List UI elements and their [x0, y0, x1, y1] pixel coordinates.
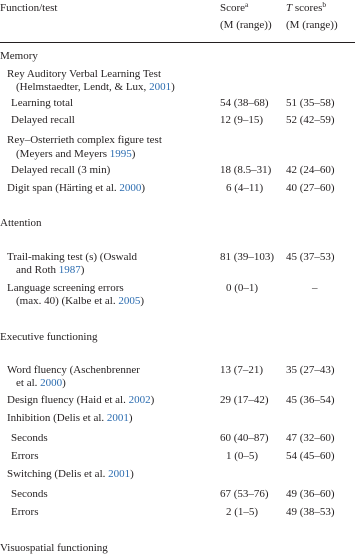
inhibition-close: ) — [128, 412, 133, 424]
header-score-sub — [220, 19, 272, 32]
word-fluency-score: 13 (7–21) — [220, 364, 264, 376]
design-fluency-score: 29 (17–42) — [220, 394, 269, 406]
word-fluency-line1: Word fluency (Aschenbrenner — [7, 364, 140, 376]
digit-span-citation-link[interactable]: 2000 — [119, 182, 142, 194]
ravlt-citation-text: (Helmstaedter, Lendt, & Lux, — [16, 81, 150, 93]
inh-errors-t: 54 (45–60) — [286, 450, 335, 462]
ravlt-citation — [16, 81, 175, 94]
lang-label-line2 — [16, 295, 144, 308]
switching-citation-link[interactable]: 2001 — [108, 468, 131, 480]
header-tscores — [286, 2, 326, 15]
word-fluency-citation-close: ) — [62, 377, 66, 389]
tmt-citation-link[interactable]: 1987 — [58, 264, 81, 276]
sw-seconds-score: 67 (53–76) — [220, 488, 269, 500]
ravlt-citation-link[interactable]: 2001 — [149, 81, 172, 93]
header-tscores-footnote: b — [322, 0, 327, 9]
lang-label-line1: Language screening errors — [7, 282, 124, 294]
header-score-sub-text: (M (range)) — [220, 19, 272, 31]
section-memory: Memory — [0, 50, 38, 62]
digit-span-close: ) — [141, 182, 146, 194]
header-score — [220, 2, 248, 15]
sw-seconds-t: 49 (36–60) — [286, 488, 335, 500]
section-visuospatial: Visuospatial functioning — [0, 542, 108, 554]
lang-citation-close: ) — [140, 295, 144, 307]
inh-seconds-t: 47 (32–60) — [286, 432, 335, 444]
switching-label — [7, 468, 134, 481]
header-col1-text: Function/test — [0, 2, 58, 14]
design-fluency-t: 45 (36–54) — [286, 394, 335, 406]
header-tscores-sub-text: (M (range)) — [286, 19, 338, 31]
delayed-recall-t: 52 (42–59) — [286, 114, 335, 126]
tmt-citation-text: and Roth — [16, 264, 59, 276]
design-fluency-citation-link[interactable]: 2002 — [128, 394, 151, 406]
sw-errors-score: 2 (1–5) — [226, 506, 259, 518]
inh-seconds-label: Seconds — [11, 432, 48, 444]
digit-span-text: Digit span (Härting et al. — [7, 182, 120, 194]
ravlt-title: Rey Auditory Verbal Learning Test — [7, 68, 162, 80]
rocf-citation-link[interactable]: 1995 — [109, 148, 132, 160]
sw-errors-label: Errors — [11, 506, 39, 518]
delayed-recall-score: 12 (9–15) — [220, 114, 264, 126]
digit-span-t: 40 (27–60) — [286, 182, 335, 194]
learning-total-t: 51 (35–58) — [286, 97, 335, 109]
switching-text: Switching (Delis et al. — [7, 468, 109, 480]
word-fluency-citation-link[interactable]: 2000 — [40, 377, 63, 389]
rocf-recall-t: 42 (24–60) — [286, 164, 335, 176]
ravlt-citation-close: ) — [171, 81, 175, 93]
inhibition-label — [7, 412, 133, 425]
section-executive: Executive functioning — [0, 331, 98, 343]
lang-citation-link[interactable]: 2005 — [118, 295, 141, 307]
header-tscores-t: T — [286, 2, 293, 14]
section-attention: Attention — [0, 217, 42, 229]
header-tscores-label: scores — [292, 2, 323, 14]
rocf-recall-score: 18 (8.5–31) — [220, 164, 272, 176]
header-rule — [0, 42, 355, 43]
header-score-footnote: a — [245, 0, 249, 9]
delayed-recall-label: Delayed recall — [11, 114, 75, 126]
tmt-t: 45 (37–53) — [286, 251, 335, 263]
digit-span-label — [7, 182, 145, 195]
header-score-label: Score — [220, 2, 246, 14]
design-fluency-close: ) — [150, 394, 155, 406]
rocf-title: Rey–Osterrieth complex figure test — [7, 134, 162, 146]
inhibition-text: Inhibition (Delis et al. — [7, 412, 107, 424]
rocf-recall-label: Delayed recall (3 min) — [11, 164, 111, 176]
word-fluency-t: 35 (27–43) — [286, 364, 335, 376]
tmt-label-line1: Trail-making test (s) (Oswald — [7, 251, 138, 263]
header-function-test — [0, 2, 57, 15]
learning-total-label: Learning total — [11, 97, 74, 109]
design-fluency-text: Design fluency (Haid et al. — [7, 394, 129, 406]
sw-errors-t: 49 (38–53) — [286, 506, 335, 518]
switching-close: ) — [130, 468, 134, 480]
inhibition-citation-link[interactable]: 2001 — [106, 412, 129, 424]
tmt-score: 81 (39–103) — [220, 251, 275, 263]
inh-errors-score: 1 (0–5) — [226, 450, 259, 462]
sw-seconds-label: Seconds — [11, 488, 48, 500]
word-fluency-citation-text: et al. — [16, 377, 41, 389]
digit-span-score: 6 (4–11) — [226, 182, 264, 194]
design-fluency-label — [7, 394, 154, 407]
rocf-citation-close: ) — [131, 148, 136, 160]
inh-errors-label: Errors — [11, 450, 39, 462]
tmt-citation-close: ) — [80, 264, 85, 276]
lang-citation-text: (max. 40) (Kalbe et al. — [16, 295, 119, 307]
header-tscores-sub — [286, 19, 338, 32]
inh-seconds-score: 60 (40–87) — [220, 432, 269, 444]
lang-t: – — [312, 282, 318, 294]
rocf-citation — [16, 148, 135, 161]
rocf-citation-text: (Meyers and Meyers — [16, 148, 110, 160]
lang-score: 0 (0–1) — [226, 282, 259, 294]
learning-total-score: 54 (38–68) — [220, 97, 269, 109]
word-fluency-line2 — [16, 377, 66, 390]
tmt-label-line2 — [16, 264, 84, 277]
